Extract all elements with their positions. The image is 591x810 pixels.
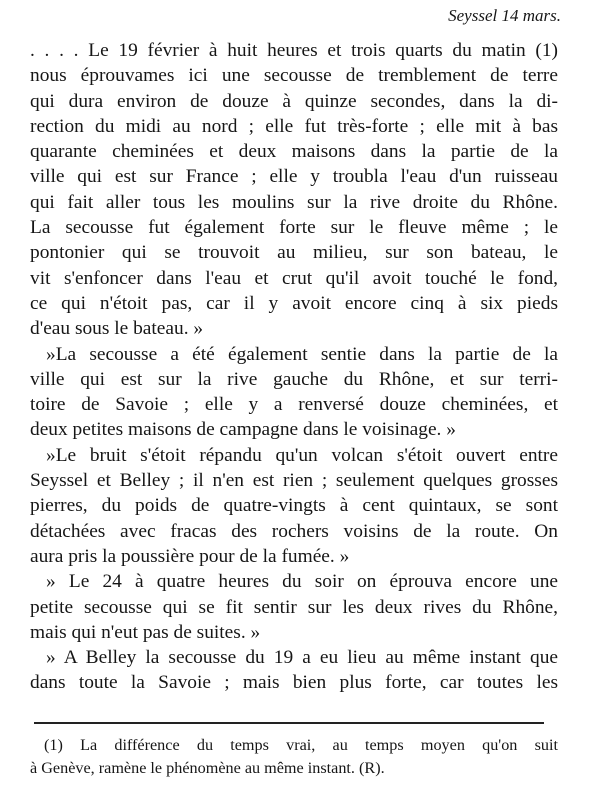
- text-line: pontonier qui se trouvoit au milieu, sur son bateau, le: [30, 242, 558, 264]
- text-line: rection du midi au nord ; elle fut très-forte ; elle mit à bas: [30, 115, 558, 137]
- text-line: »La secousse a été également sentie dans la partie de la: [46, 343, 558, 365]
- text-line: vit s'enfoncer dans l'eau et crut qu'il avoit touché le fond,: [30, 267, 558, 289]
- text-line: toire de Savoie ; elle y a renversé douze cheminées, et: [30, 394, 558, 416]
- footnote-line: à Genève, ramène le phénomène au même instant. (R).: [30, 759, 385, 777]
- text-line: petite secousse qui se fit sentir sur les deux rives du Rhône,: [30, 596, 558, 618]
- paragraph: [30, 443, 558, 569]
- text-line: ville qui est sur la rive gauche du Rhône, et sur terri-: [30, 368, 558, 390]
- text-line: deux petites maisons de campagne dans le voisinage. »: [30, 419, 456, 441]
- text-line: »Le bruit s'étoit répandu qu'un volcan s'étoit ouvert entre: [46, 444, 558, 466]
- text-line: aura pris la poussière pour de la fumée. »: [30, 545, 350, 567]
- text-line: d'eau sous le bateau. »: [30, 318, 204, 340]
- text-line: . . . . Le 19 février à huit heures et trois quarts du matin (1): [30, 40, 558, 61]
- text-line: ce qui n'étoit pas, car il y avoit encore cinq à six pieds: [30, 292, 558, 314]
- text-line: Seyssel et Belley ; il n'en est rien ; seulement quelques grosses: [30, 470, 558, 492]
- paragraph: [30, 569, 558, 645]
- text-line: qui dura environ de douze à quinze secondes, dans la di-: [30, 90, 558, 112]
- paragraph: [30, 342, 558, 443]
- text-line: » Le 24 à quatre heures du soir on éprouva encore une: [46, 571, 558, 593]
- running-head: Seyssel 14 mars.: [448, 6, 561, 25]
- text-line: La secousse fut également forte sur le fleuve même ; le: [30, 217, 558, 239]
- footnote-rule: [34, 722, 544, 724]
- body-text: [30, 38, 558, 696]
- text-line: pierres, du poids de quatre-vingts à cent quintaux, se sont: [30, 495, 558, 517]
- text-line: ville qui est sur France ; elle y troubla l'eau d'un ruisseau: [30, 166, 558, 188]
- text-line: quarante cheminées et deux maisons dans la partie de la: [30, 141, 558, 163]
- footnote: [30, 734, 558, 780]
- paragraph: [30, 38, 558, 342]
- text-line: mais qui n'eut pas de suites. »: [30, 621, 261, 643]
- text-line: détachées avec fracas des rochers voisins de la route. On: [30, 520, 558, 542]
- text-line: » A Belley la secousse du 19 a eu lieu au même instant que: [46, 647, 558, 669]
- text-line: qui fait aller tous les moulins sur la rive droite du Rhône.: [30, 191, 558, 213]
- text-line: nous éprouvames ici une secousse de tremblement de terre: [30, 65, 558, 87]
- text-line: dans toute la Savoie ; mais bien plus forte, car toutes les: [30, 672, 558, 694]
- footnote-line: (1) La différence du temps vrai, au temps moyen qu'on suit: [44, 736, 558, 754]
- paragraph: [30, 645, 558, 696]
